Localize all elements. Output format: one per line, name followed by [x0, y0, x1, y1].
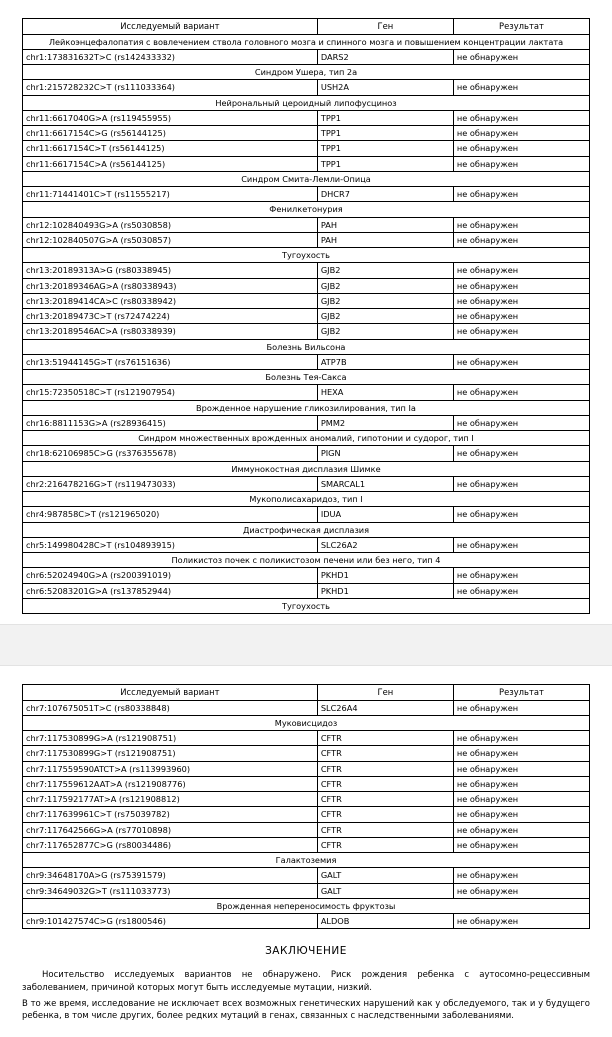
result-cell: не обнаружен [453, 746, 589, 761]
gene-cell: IDUA [317, 507, 453, 522]
conclusion-body [22, 969, 590, 1022]
column-header-variant: Исследуемый вариант [23, 685, 318, 701]
disease-section-row [23, 715, 590, 730]
result-cell: не обнаружен [453, 187, 589, 202]
result-cell: не обнаружен [453, 583, 589, 598]
variant-cell: chr6:52024940G>A (rs200391019) [23, 568, 318, 583]
table-row [23, 822, 590, 837]
disease-section-row [23, 598, 590, 613]
disease-name: Нейрональный цероидный липофусциноз [23, 95, 590, 110]
variant-cell: chr11:6617040G>A (rs119455955) [23, 110, 318, 125]
variant-cell: chr9:34649032G>T (rs111033773) [23, 883, 318, 898]
result-cell: не обнаружен [453, 415, 589, 430]
table-row [23, 568, 590, 583]
gene-cell: CFTR [317, 746, 453, 761]
gene-cell: PKHD1 [317, 568, 453, 583]
variant-cell: chr12:102840493G>A (rs5030858) [23, 217, 318, 232]
table-row [23, 324, 590, 339]
variant-cell: chr7:117639961C>T (rs75039782) [23, 807, 318, 822]
table-row [23, 583, 590, 598]
variants-table-body-2 [23, 700, 590, 929]
result-cell: не обнаружен [453, 156, 589, 171]
table-row [23, 807, 590, 822]
result-cell: не обнаружен [453, 731, 589, 746]
result-cell: не обнаружен [453, 141, 589, 156]
table-row [23, 293, 590, 308]
result-cell: не обнаружен [453, 293, 589, 308]
result-cell: не обнаружен [453, 537, 589, 552]
disease-name: Мукополисахаридоз, тип I [23, 492, 590, 507]
table-row [23, 309, 590, 324]
variant-cell: chr7:117559612AAT>A (rs121908776) [23, 776, 318, 791]
table-row [23, 507, 590, 522]
disease-section-row [23, 171, 590, 186]
disease-name: Болезнь Тея-Сакса [23, 370, 590, 385]
variant-cell: chr11:6617154C>A (rs56144125) [23, 156, 318, 171]
variant-cell: chr13:20189473C>T (rs72474224) [23, 309, 318, 324]
result-cell: не обнаружен [453, 385, 589, 400]
disease-section-row [23, 202, 590, 217]
gene-cell: CFTR [317, 776, 453, 791]
result-cell: не обнаружен [453, 232, 589, 247]
result-cell: не обнаружен [453, 263, 589, 278]
disease-section-row [23, 400, 590, 415]
disease-name: Фенилкетонурия [23, 202, 590, 217]
page-break-separator [0, 624, 612, 666]
variant-cell: chr13:20189346AG>A (rs80338943) [23, 278, 318, 293]
result-cell: не обнаружен [453, 761, 589, 776]
variant-cell: chr7:117652877C>G (rs80034486) [23, 837, 318, 852]
table-row [23, 883, 590, 898]
table-row [23, 187, 590, 202]
table-row [23, 731, 590, 746]
gene-cell: GJB2 [317, 324, 453, 339]
gene-cell: ALDOB [317, 914, 453, 929]
disease-name: Синдром Смита-Лемли-Опица [23, 171, 590, 186]
gene-cell: GJB2 [317, 293, 453, 308]
column-header-result: Результат [453, 685, 589, 701]
gene-cell: PMM2 [317, 415, 453, 430]
gene-cell: DARS2 [317, 49, 453, 64]
gene-cell: TPP1 [317, 156, 453, 171]
result-cell: не обнаружен [453, 837, 589, 852]
gene-cell: PAH [317, 217, 453, 232]
variant-cell: chr13:51944145G>T (rs76151636) [23, 354, 318, 369]
disease-section-row [23, 853, 590, 868]
gene-cell: DHCR7 [317, 187, 453, 202]
table-row [23, 792, 590, 807]
result-cell: не обнаружен [453, 568, 589, 583]
conclusion-paragraph-2: В то же время, исследование не исключает всех возможных генетических нарушений как у обследуемого, так и у будущего ребенка, в том числе других, более редких мутаций в генах, связанных с наследственными заболеваниями. [22, 998, 590, 1022]
disease-section-row [23, 95, 590, 110]
disease-name: Иммунокостная дисплазия Шимке [23, 461, 590, 476]
result-cell: не обнаружен [453, 49, 589, 64]
result-cell: не обнаружен [453, 80, 589, 95]
variant-cell: chr18:62106985C>G (rs376355678) [23, 446, 318, 461]
gene-cell: SLC26A2 [317, 537, 453, 552]
disease-section-row [23, 553, 590, 568]
variant-cell: chr2:216478216G>T (rs119473033) [23, 476, 318, 491]
result-cell: не обнаружен [453, 110, 589, 125]
gene-cell: CFTR [317, 761, 453, 776]
column-header-gene: Ген [317, 685, 453, 701]
variants-table-1 [22, 18, 590, 614]
table-header-row [23, 685, 590, 701]
result-cell: не обнаружен [453, 217, 589, 232]
gene-cell: CFTR [317, 807, 453, 822]
table-row [23, 868, 590, 883]
disease-name: Тугоухость [23, 598, 590, 613]
gene-cell: SMARCAL1 [317, 476, 453, 491]
table-row [23, 232, 590, 247]
column-header-result: Результат [453, 19, 589, 35]
gene-cell: CFTR [317, 822, 453, 837]
gene-cell: USH2A [317, 80, 453, 95]
disease-section-row [23, 248, 590, 263]
result-cell: не обнаружен [453, 822, 589, 837]
variant-cell: chr7:117530899G>T (rs121908751) [23, 746, 318, 761]
gene-cell: GALT [317, 883, 453, 898]
table-row [23, 914, 590, 929]
variant-cell: chr9:101427574C>G (rs1800546) [23, 914, 318, 929]
gene-cell: CFTR [317, 837, 453, 852]
gene-cell: HEXA [317, 385, 453, 400]
table-row [23, 700, 590, 715]
table-row [23, 80, 590, 95]
variant-cell: chr7:117530899G>A (rs121908751) [23, 731, 318, 746]
disease-name: Синдром Ушера, тип 2а [23, 65, 590, 80]
table-row [23, 385, 590, 400]
result-cell: не обнаружен [453, 476, 589, 491]
gene-cell: GJB2 [317, 263, 453, 278]
disease-section-row [23, 492, 590, 507]
table-row [23, 746, 590, 761]
gene-cell: TPP1 [317, 110, 453, 125]
result-cell: не обнаружен [453, 278, 589, 293]
table-row [23, 278, 590, 293]
variant-cell: chr16:8811153G>A (rs28936415) [23, 415, 318, 430]
table-row [23, 537, 590, 552]
result-cell: не обнаружен [453, 776, 589, 791]
gene-cell: SLC26A4 [317, 700, 453, 715]
variant-cell: chr11:6617154C>G (rs56144125) [23, 126, 318, 141]
disease-section-row [23, 898, 590, 913]
gene-cell: PAH [317, 232, 453, 247]
variant-cell: chr12:102840507G>A (rs5030857) [23, 232, 318, 247]
table-row [23, 156, 590, 171]
gene-cell: PIGN [317, 446, 453, 461]
table-row [23, 837, 590, 852]
variant-cell: chr7:117642566G>A (rs77010898) [23, 822, 318, 837]
variant-cell: chr13:20189313A>G (rs80338945) [23, 263, 318, 278]
variant-cell: chr7:107675051T>C (rs80338848) [23, 700, 318, 715]
gene-cell: ATP7B [317, 354, 453, 369]
conclusion-paragraph-1: Носительство исследуемых вариантов не обнаружено. Риск рождения ребенка с аутосомно-рецессивным заболеванием, причиной которых могут быть исследуемые мутации, низкий. [22, 970, 590, 993]
result-cell: не обнаружен [453, 883, 589, 898]
variant-cell: chr11:71441401C>T (rs11555217) [23, 187, 318, 202]
table-row [23, 446, 590, 461]
column-header-gene: Ген [317, 19, 453, 35]
result-cell: не обнаружен [453, 324, 589, 339]
variant-cell: chr7:117592177AT>A (rs121908812) [23, 792, 318, 807]
table-row [23, 776, 590, 791]
table-row [23, 126, 590, 141]
table-header-row [23, 19, 590, 35]
variant-cell: chr11:6617154C>T (rs56144125) [23, 141, 318, 156]
variant-cell: chr15:72350518C>T (rs121907954) [23, 385, 318, 400]
result-cell: не обнаружен [453, 868, 589, 883]
gene-cell: TPP1 [317, 141, 453, 156]
result-cell: не обнаружен [453, 792, 589, 807]
variant-cell: chr13:20189546AC>A (rs80338939) [23, 324, 318, 339]
disease-name: Муковисцидоз [23, 715, 590, 730]
gene-cell: CFTR [317, 792, 453, 807]
variants-table-body-1 [23, 34, 590, 614]
result-cell: не обнаружен [453, 700, 589, 715]
table-row [23, 263, 590, 278]
disease-name: Врожденная непереносимость фруктозы [23, 898, 590, 913]
column-header-variant: Исследуемый вариант [23, 19, 318, 35]
table-row [23, 415, 590, 430]
variant-cell: chr5:149980428C>T (rs104893915) [23, 537, 318, 552]
disease-name: Синдром множественных врожденных аномалий, гипотонии и судорог, тип I [23, 431, 590, 446]
result-cell: не обнаружен [453, 914, 589, 929]
variant-cell: chr13:20189414CA>C (rs80338942) [23, 293, 318, 308]
table-row [23, 49, 590, 64]
variant-cell: chr9:34648170A>G (rs75391579) [23, 868, 318, 883]
gene-cell: TPP1 [317, 126, 453, 141]
disease-name: Болезнь Вильсона [23, 339, 590, 354]
table-row [23, 354, 590, 369]
result-cell: не обнаружен [453, 354, 589, 369]
variant-cell: chr1:173831632T>C (rs142433332) [23, 49, 318, 64]
gene-cell: GJB2 [317, 309, 453, 324]
variants-table-2 [22, 684, 590, 929]
variant-cell: chr6:52083201G>A (rs137852944) [23, 583, 318, 598]
table-row [23, 761, 590, 776]
disease-section-row [23, 65, 590, 80]
conclusion-title: ЗАКЛЮЧЕНИЕ [265, 945, 347, 958]
table-row [23, 110, 590, 125]
disease-section-row [23, 370, 590, 385]
disease-name: Тугоухость [23, 248, 590, 263]
disease-name: Поликистоз почек с поликистозом печени или без него, тип 4 [23, 553, 590, 568]
disease-section-row [23, 339, 590, 354]
variant-cell: chr4:987858C>T (rs121965020) [23, 507, 318, 522]
disease-name: Врожденное нарушение гликозилирования, тип Ia [23, 400, 590, 415]
result-cell: не обнаружен [453, 807, 589, 822]
gene-cell: GALT [317, 868, 453, 883]
disease-name: Диастрофическая дисплазия [23, 522, 590, 537]
disease-section-row [23, 522, 590, 537]
disease-section-row [23, 431, 590, 446]
variant-cell: chr7:117559590ATCT>A (rs113993960) [23, 761, 318, 776]
disease-name: Галактоземия [23, 853, 590, 868]
result-cell: не обнаружен [453, 126, 589, 141]
table-row [23, 476, 590, 491]
gene-cell: GJB2 [317, 278, 453, 293]
table-row [23, 217, 590, 232]
gene-cell: CFTR [317, 731, 453, 746]
variant-cell: chr1:215728232C>T (rs111033364) [23, 80, 318, 95]
disease-name: Лейкоэнцефалопатия с вовлечением ствола головного мозга и спинного мозга и повышением концентрации лактата [23, 34, 590, 49]
result-cell: не обнаружен [453, 309, 589, 324]
table-row [23, 141, 590, 156]
disease-section-row [23, 461, 590, 476]
gene-cell: PKHD1 [317, 583, 453, 598]
report-section-2 [0, 666, 612, 1037]
result-cell: не обнаружен [453, 507, 589, 522]
disease-section-row [23, 34, 590, 49]
result-cell: не обнаружен [453, 446, 589, 461]
